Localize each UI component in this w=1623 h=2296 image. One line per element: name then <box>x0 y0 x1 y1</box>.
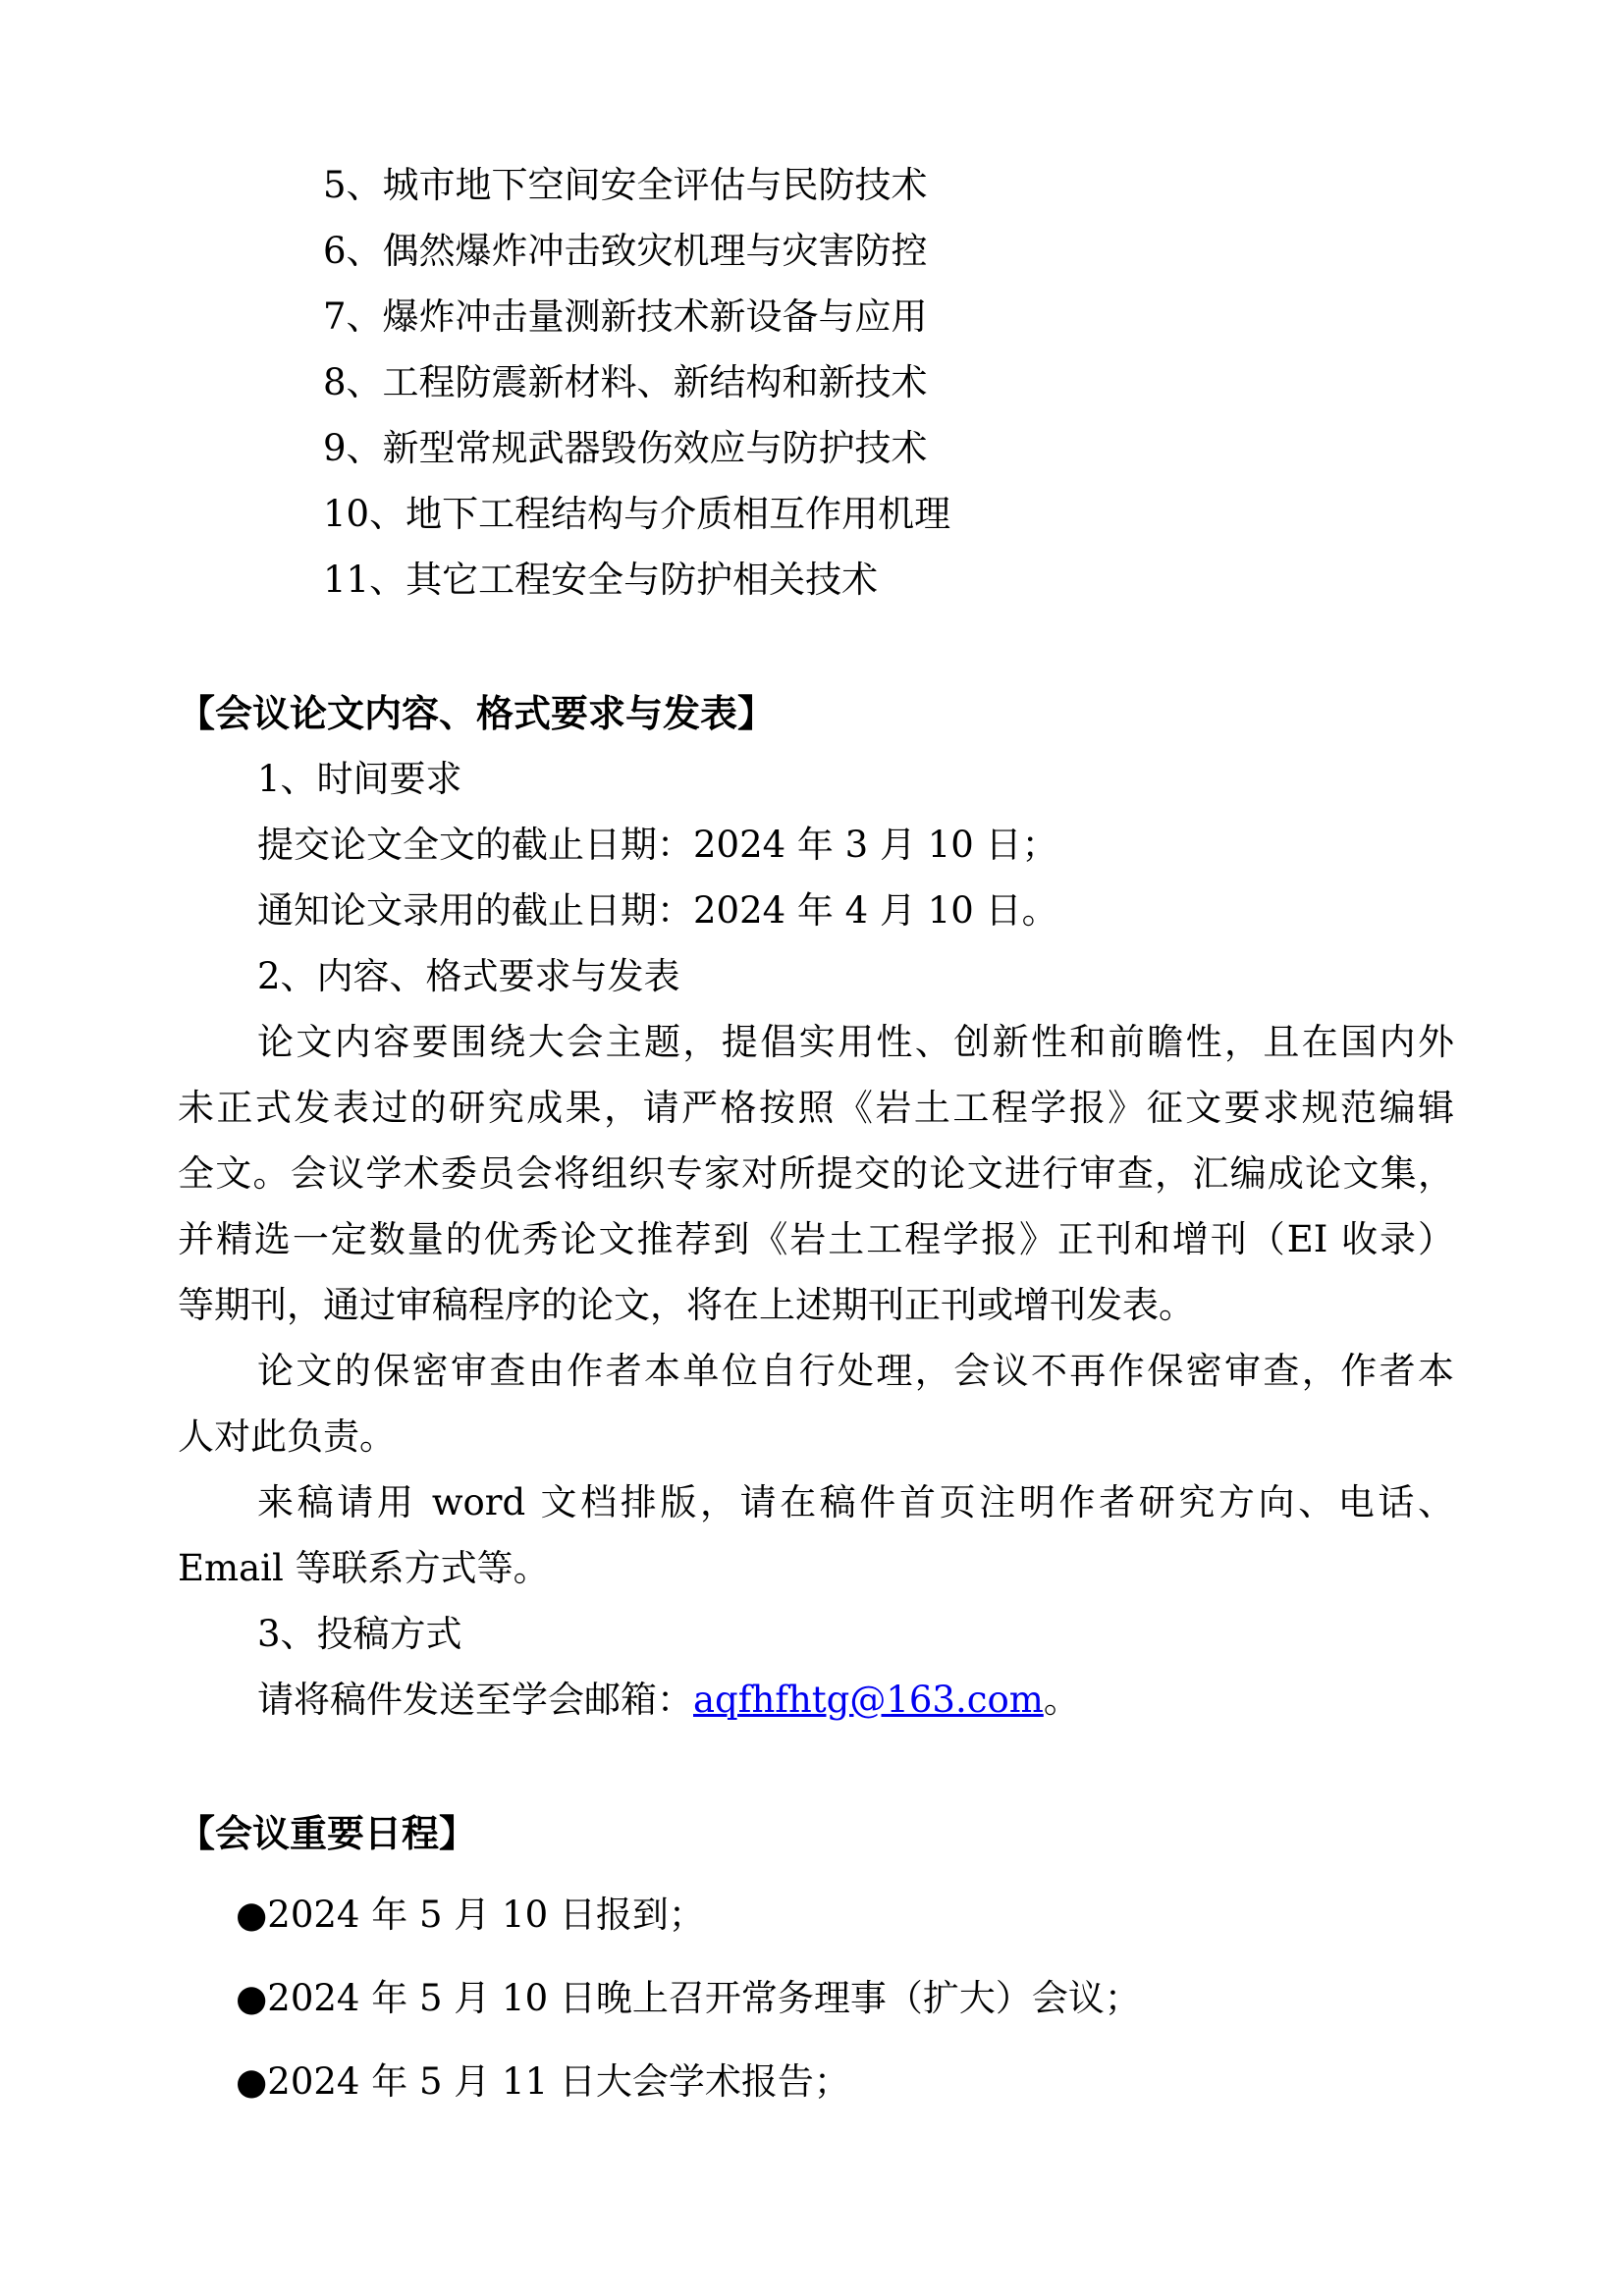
format-paragraph-line: Email 等联系方式等。 <box>178 1547 550 1589</box>
topic-item-6: 6、偶然爆炸冲击致灾机理与灾害防控 <box>323 230 928 272</box>
submission-email-line <box>257 1675 1080 1726</box>
format-paragraph-line: 来稿请用 word 文档排版，请在稿件首页注明作者研究方向、电话、 <box>257 1481 1454 1523</box>
schedule-item: ●2024 年 5 月 11 日大会学术报告； <box>236 2060 850 2103</box>
email-link[interactable]: aqfhfhtg@163.com <box>693 1679 1044 1721</box>
content-paragraph-line: 论文内容要围绕大会主题，提倡实用性、创新性和前瞻性，且在国内外 <box>257 1021 1454 1063</box>
topic-item-10: 10、地下工程结构与介质相互作用机理 <box>323 493 951 535</box>
schedule-item: ●2024 年 5 月 10 日报到； <box>236 1894 705 1936</box>
content-paragraph-line: 并精选一定数量的优秀论文推荐到《岩土工程学报》正刊和增刊（EI 收录） <box>178 1218 1454 1260</box>
submission-method-title: 3、投稿方式 <box>257 1613 462 1655</box>
topic-item-11: 11、其它工程安全与防护相关技术 <box>323 559 879 601</box>
paper-section-heading: 【会议论文内容、格式要求与发表】 <box>178 692 776 735</box>
secrecy-paragraph-line: 人对此负责。 <box>178 1415 396 1458</box>
email-prefix: 请将稿件发送至学会邮箱： <box>257 1679 693 1721</box>
topic-item-8: 8、工程防震新材料、新结构和新技术 <box>323 361 928 403</box>
topic-item-7: 7、爆炸冲击量测新技术新设备与应用 <box>323 295 928 338</box>
content-paragraph-line: 等期刊，通过审稿程序的论文，将在上述期刊正刊或增刊发表。 <box>178 1284 1195 1326</box>
submit-deadline: 提交论文全文的截止日期：2024 年 3 月 10 日； <box>257 824 1058 866</box>
topic-item-5: 5、城市地下空间安全评估与民防技术 <box>323 164 928 206</box>
schedule-section-heading: 【会议重要日程】 <box>178 1812 477 1855</box>
content-paragraph-line: 未正式发表过的研究成果，请严格按照《岩土工程学报》征文要求规范编辑 <box>178 1087 1454 1129</box>
email-suffix: 。 <box>1043 1679 1080 1721</box>
content-paragraph-line: 全文。会议学术委员会将组织专家对所提交的论文进行审查，汇编成论文集， <box>178 1152 1454 1195</box>
topic-item-9: 9、新型常规武器毁伤效应与防护技术 <box>323 427 928 469</box>
content-requirement-title: 2、内容、格式要求与发表 <box>257 955 680 997</box>
schedule-item: ●2024 年 5 月 10 日晚上召开常务理事（扩大）会议； <box>236 1977 1141 2019</box>
time-requirement-title: 1、时间要求 <box>257 758 462 800</box>
notice-deadline: 通知论文录用的截止日期：2024 年 4 月 10 日。 <box>257 889 1058 932</box>
secrecy-paragraph-line: 论文的保密审查由作者本单位自行处理，会议不再作保密审查，作者本 <box>257 1350 1454 1392</box>
